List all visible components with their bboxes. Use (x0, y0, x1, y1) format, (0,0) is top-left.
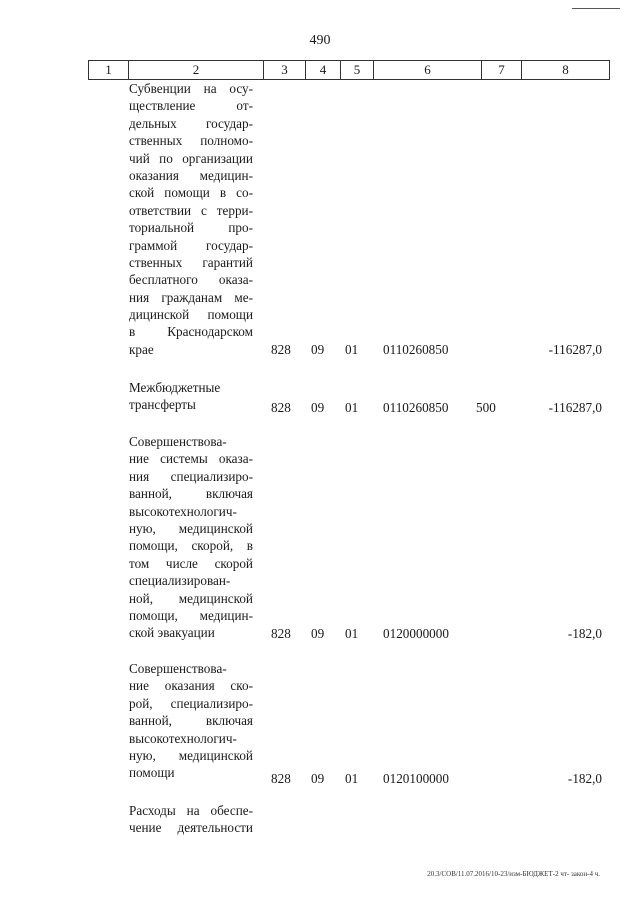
name-line: том числе скорой (129, 555, 253, 571)
name-line: чий по организации (129, 150, 253, 166)
name-line: помощи, медицин- (129, 607, 253, 623)
col-header-3: 3 (264, 61, 306, 79)
name-line: помощи (129, 765, 175, 781)
page-number: 490 (309, 33, 331, 48)
col-header-1: 1 (89, 61, 129, 79)
col-header-5: 5 (341, 61, 374, 79)
name-line: ную, медицинской (129, 747, 253, 763)
cell-target-code: 0110260850 (383, 342, 449, 357)
name-line: ной, медицинской (129, 590, 253, 606)
cell-section: 09 (311, 342, 325, 357)
name-line: Межбюджетные (129, 380, 221, 395)
name-line: ственных полномо- (129, 133, 253, 149)
name-line: ванной, включая (129, 713, 253, 729)
cell-subsection: 01 (345, 342, 359, 357)
row-name (129, 433, 253, 642)
name-line: специализирован- (129, 573, 231, 589)
col-header-8: 8 (522, 61, 610, 79)
name-line: граммой государ- (129, 237, 253, 253)
cell-admin-code: 828 (271, 771, 291, 786)
name-line: дицинской помощи (129, 307, 253, 323)
cell-subsection: 01 (345, 771, 359, 786)
cell-section: 09 (311, 771, 325, 786)
cell-amount: -182,0 (567, 626, 602, 641)
cell-subsection: 01 (345, 626, 359, 641)
row-name (129, 660, 253, 782)
name-line: трансферты (129, 397, 196, 413)
name-line: Совершенствова- (129, 661, 227, 676)
name-line: ственных гарантий (129, 254, 253, 270)
cell-amount: -182,0 (567, 771, 602, 786)
name-line: рой, специализиро- (129, 695, 253, 711)
row-name (129, 80, 253, 358)
cell-expense-type: 500 (476, 400, 496, 415)
column-header-row (88, 60, 610, 80)
col-header-2: 2 (129, 61, 264, 79)
cell-amount: -116287,0 (548, 400, 602, 415)
name-line: ской эвакуации (129, 625, 215, 641)
col-header-7: 7 (482, 61, 522, 79)
row-name (129, 379, 253, 414)
cell-amount: -116287,0 (548, 342, 602, 357)
cell-target-code: 0120000000 (383, 626, 449, 641)
name-line: ществление от- (129, 98, 253, 114)
name-line: чение деятельности (129, 820, 253, 836)
name-line: Субвенции на осу- (129, 81, 253, 96)
name-line: ную, медицинской (129, 520, 253, 536)
name-line: в Краснодарском (129, 324, 253, 340)
name-line: дельных государ- (129, 115, 253, 131)
name-line: бесплатного оказа- (129, 272, 253, 288)
name-line: высокотехнологич- (129, 503, 237, 519)
name-line: ние оказания ско- (129, 678, 253, 694)
name-line: ториальной про- (129, 220, 253, 236)
top-right-rule (572, 8, 620, 9)
document-footer-code: 20.3/СОВ/11.07.2016/10-23/изм-БЮДЖЕТ-2 чт- закон-4 ч. (427, 870, 600, 878)
name-line: оказания медицин- (129, 167, 253, 183)
name-line: крае (129, 341, 154, 357)
name-line: ской помощи в со- (129, 185, 253, 201)
col-header-4: 4 (306, 61, 341, 79)
cell-section: 09 (311, 400, 325, 415)
name-line: ответствии с терри- (129, 202, 253, 218)
name-line: Совершенствова- (129, 434, 227, 449)
cell-target-code: 0120100000 (383, 771, 449, 786)
name-line: ние системы оказа- (129, 451, 253, 467)
cell-target-code: 0110260850 (383, 400, 449, 415)
name-line: Расходы на обеспе- (129, 803, 253, 818)
row-name (129, 802, 253, 837)
name-line: ния гражданам ме- (129, 289, 253, 305)
col-header-6: 6 (374, 61, 482, 79)
cell-admin-code: 828 (271, 626, 291, 641)
cell-subsection: 01 (345, 400, 359, 415)
name-line: помощи, скорой, в (129, 538, 253, 554)
name-line: высокотехнологич- (129, 730, 237, 746)
cell-section: 09 (311, 626, 325, 641)
name-line: ванной, включая (129, 486, 253, 502)
name-line: ния специализиро- (129, 468, 253, 484)
cell-admin-code: 828 (271, 400, 291, 415)
cell-admin-code: 828 (271, 342, 291, 357)
